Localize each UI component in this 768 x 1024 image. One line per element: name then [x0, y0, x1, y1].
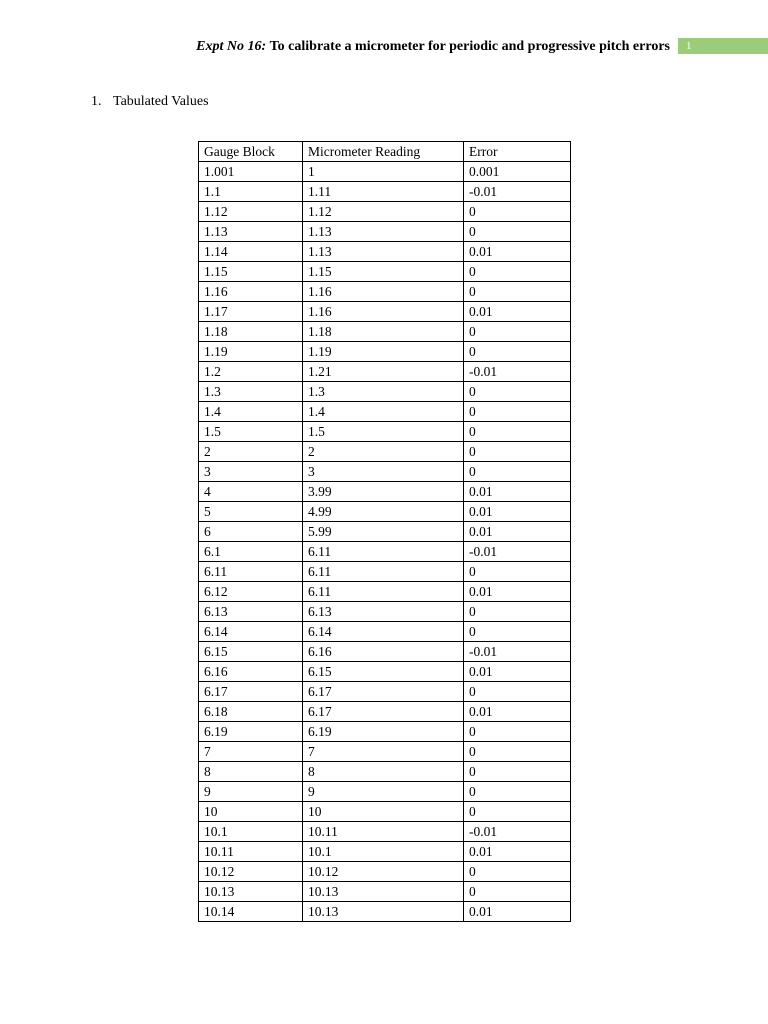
cell-error: 0 — [464, 782, 571, 802]
cell-gauge-block: 6 — [199, 522, 303, 542]
cell-micrometer-reading: 6.15 — [303, 662, 464, 682]
cell-gauge-block: 1.16 — [199, 282, 303, 302]
cell-error: 0 — [464, 442, 571, 462]
table-header-row — [199, 142, 571, 162]
table-row — [199, 762, 571, 782]
table-row — [199, 902, 571, 922]
cell-error: 0.01 — [464, 522, 571, 542]
cell-gauge-block: 1.18 — [199, 322, 303, 342]
cell-micrometer-reading: 10.13 — [303, 902, 464, 922]
cell-error: 0 — [464, 682, 571, 702]
cell-micrometer-reading: 6.19 — [303, 722, 464, 742]
cell-error: 0 — [464, 282, 571, 302]
cell-gauge-block: 3 — [199, 462, 303, 482]
cell-micrometer-reading: 6.17 — [303, 682, 464, 702]
cell-error: 0.01 — [464, 842, 571, 862]
cell-error: -0.01 — [464, 362, 571, 382]
table-row — [199, 602, 571, 622]
cell-gauge-block: 1.15 — [199, 262, 303, 282]
cell-error: 0 — [464, 622, 571, 642]
cell-error: -0.01 — [464, 642, 571, 662]
cell-gauge-block: 10.11 — [199, 842, 303, 862]
cell-error: 0 — [464, 202, 571, 222]
cell-micrometer-reading: 1.21 — [303, 362, 464, 382]
cell-error: 0 — [464, 602, 571, 622]
cell-micrometer-reading: 6.11 — [303, 582, 464, 602]
experiment-number: Expt No 16: — [196, 39, 267, 54]
cell-micrometer-reading: 3.99 — [303, 482, 464, 502]
cell-error: 0 — [464, 222, 571, 242]
cell-gauge-block: 10 — [199, 802, 303, 822]
table-row — [199, 202, 571, 222]
table-row — [199, 442, 571, 462]
cell-gauge-block: 1.001 — [199, 162, 303, 182]
cell-micrometer-reading: 1.15 — [303, 262, 464, 282]
cell-error: 0 — [464, 322, 571, 342]
table-row — [199, 722, 571, 742]
cell-gauge-block: 1.2 — [199, 362, 303, 382]
cell-error: 0.01 — [464, 242, 571, 262]
cell-error: 0 — [464, 862, 571, 882]
table-row — [199, 342, 571, 362]
section-number: 1. — [91, 94, 102, 109]
table-row — [199, 242, 571, 262]
cell-error: 0.01 — [464, 482, 571, 502]
cell-gauge-block: 8 — [199, 762, 303, 782]
table-row — [199, 262, 571, 282]
cell-micrometer-reading: 10.1 — [303, 842, 464, 862]
cell-micrometer-reading: 1.19 — [303, 342, 464, 362]
column-header-micrometer-reading: Micrometer Reading — [303, 142, 464, 162]
cell-micrometer-reading: 1.4 — [303, 402, 464, 422]
cell-gauge-block: 4 — [199, 482, 303, 502]
cell-micrometer-reading: 4.99 — [303, 502, 464, 522]
column-header-error: Error — [464, 142, 571, 162]
cell-micrometer-reading: 1.3 — [303, 382, 464, 402]
cell-error: 0 — [464, 762, 571, 782]
table-row — [199, 522, 571, 542]
cell-gauge-block: 1.14 — [199, 242, 303, 262]
table-row — [199, 502, 571, 522]
table-row — [199, 422, 571, 442]
cell-gauge-block: 1.13 — [199, 222, 303, 242]
table-row — [199, 162, 571, 182]
cell-gauge-block: 6.18 — [199, 702, 303, 722]
table-row — [199, 862, 571, 882]
cell-error: -0.01 — [464, 822, 571, 842]
cell-error: 0 — [464, 882, 571, 902]
cell-gauge-block: 6.14 — [199, 622, 303, 642]
table-row — [199, 362, 571, 382]
page-number-badge: 1 — [678, 38, 768, 54]
table-row — [199, 402, 571, 422]
table-row — [199, 182, 571, 202]
cell-gauge-block: 1.1 — [199, 182, 303, 202]
cell-micrometer-reading: 1.16 — [303, 282, 464, 302]
cell-micrometer-reading: 1.11 — [303, 182, 464, 202]
table-row — [199, 622, 571, 642]
cell-micrometer-reading: 5.99 — [303, 522, 464, 542]
table-body — [199, 162, 571, 922]
cell-micrometer-reading: 1.13 — [303, 242, 464, 262]
cell-error: 0 — [464, 382, 571, 402]
cell-gauge-block: 6.19 — [199, 722, 303, 742]
cell-gauge-block: 1.19 — [199, 342, 303, 362]
calibration-table — [198, 141, 571, 922]
table-row — [199, 822, 571, 842]
table-row — [199, 802, 571, 822]
cell-gauge-block: 6.11 — [199, 562, 303, 582]
cell-micrometer-reading: 1.16 — [303, 302, 464, 322]
cell-gauge-block: 1.4 — [199, 402, 303, 422]
table-row — [199, 642, 571, 662]
table-row — [199, 562, 571, 582]
cell-gauge-block: 1.3 — [199, 382, 303, 402]
cell-micrometer-reading: 10.12 — [303, 862, 464, 882]
cell-micrometer-reading: 9 — [303, 782, 464, 802]
cell-error: 0.01 — [464, 702, 571, 722]
cell-error: 0 — [464, 742, 571, 762]
cell-micrometer-reading: 6.11 — [303, 542, 464, 562]
cell-error: 0 — [464, 802, 571, 822]
table-row — [199, 222, 571, 242]
table-row — [199, 322, 571, 342]
cell-error: 0 — [464, 422, 571, 442]
cell-gauge-block: 6.13 — [199, 602, 303, 622]
page-header — [0, 36, 768, 58]
cell-error: 0 — [464, 562, 571, 582]
cell-micrometer-reading: 1.18 — [303, 322, 464, 342]
table-row — [199, 882, 571, 902]
cell-gauge-block: 6.16 — [199, 662, 303, 682]
cell-error: 0.001 — [464, 162, 571, 182]
cell-gauge-block: 6.17 — [199, 682, 303, 702]
table-row — [199, 742, 571, 762]
cell-micrometer-reading: 1.13 — [303, 222, 464, 242]
cell-error: 0.01 — [464, 582, 571, 602]
cell-error: 0.01 — [464, 902, 571, 922]
cell-error: -0.01 — [464, 542, 571, 562]
cell-micrometer-reading: 2 — [303, 442, 464, 462]
cell-micrometer-reading: 1.5 — [303, 422, 464, 442]
cell-gauge-block: 1.5 — [199, 422, 303, 442]
cell-error: 0 — [464, 402, 571, 422]
cell-gauge-block: 6.1 — [199, 542, 303, 562]
experiment-title: To calibrate a micrometer for periodic and progressive pitch errors — [269, 39, 670, 54]
cell-gauge-block: 10.1 — [199, 822, 303, 842]
cell-micrometer-reading: 8 — [303, 762, 464, 782]
cell-gauge-block: 1.17 — [199, 302, 303, 322]
cell-micrometer-reading: 10.13 — [303, 882, 464, 902]
table-row — [199, 382, 571, 402]
cell-gauge-block: 1.12 — [199, 202, 303, 222]
cell-gauge-block: 9 — [199, 782, 303, 802]
table-row — [199, 282, 571, 302]
cell-micrometer-reading: 10 — [303, 802, 464, 822]
cell-gauge-block: 5 — [199, 502, 303, 522]
table-row — [199, 542, 571, 562]
cell-error: 0 — [464, 342, 571, 362]
cell-gauge-block: 6.15 — [199, 642, 303, 662]
cell-micrometer-reading: 6.11 — [303, 562, 464, 582]
table-row — [199, 842, 571, 862]
cell-error: 0.01 — [464, 662, 571, 682]
cell-micrometer-reading: 6.16 — [303, 642, 464, 662]
table-row — [199, 682, 571, 702]
cell-micrometer-reading: 7 — [303, 742, 464, 762]
cell-error: -0.01 — [464, 182, 571, 202]
table-row — [199, 302, 571, 322]
table-row — [199, 702, 571, 722]
cell-error: 0 — [464, 262, 571, 282]
cell-gauge-block: 10.14 — [199, 902, 303, 922]
cell-gauge-block: 7 — [199, 742, 303, 762]
cell-micrometer-reading: 10.11 — [303, 822, 464, 842]
cell-error: 0 — [464, 722, 571, 742]
table-row — [199, 462, 571, 482]
cell-gauge-block: 10.13 — [199, 882, 303, 902]
cell-micrometer-reading: 6.14 — [303, 622, 464, 642]
cell-error: 0 — [464, 462, 571, 482]
table-row — [199, 482, 571, 502]
section-title: Tabulated Values — [113, 94, 209, 109]
cell-error: 0.01 — [464, 302, 571, 322]
cell-gauge-block: 10.12 — [199, 862, 303, 882]
cell-micrometer-reading: 6.13 — [303, 602, 464, 622]
cell-gauge-block: 2 — [199, 442, 303, 462]
cell-micrometer-reading: 1.12 — [303, 202, 464, 222]
table-row — [199, 582, 571, 602]
table-row — [199, 662, 571, 682]
table-row — [199, 782, 571, 802]
header-title — [196, 38, 670, 56]
cell-gauge-block: 6.12 — [199, 582, 303, 602]
section-heading — [91, 93, 209, 111]
cell-error: 0.01 — [464, 502, 571, 522]
cell-micrometer-reading: 3 — [303, 462, 464, 482]
cell-micrometer-reading: 6.17 — [303, 702, 464, 722]
cell-micrometer-reading: 1 — [303, 162, 464, 182]
column-header-gauge-block: Gauge Block — [199, 142, 303, 162]
